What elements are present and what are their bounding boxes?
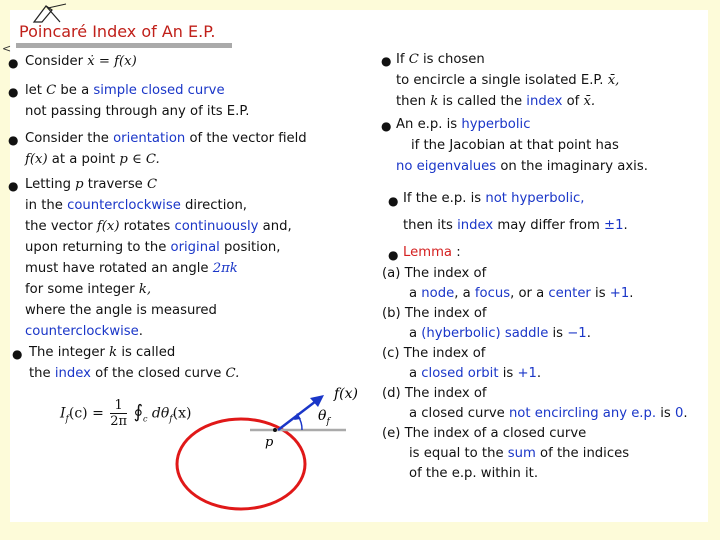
bullet-dot: ● (381, 119, 392, 133)
point-p (273, 428, 277, 432)
left-bullet-1: Consider ẋ = f(x) (25, 54, 137, 69)
bullet-dot: ● (12, 347, 23, 361)
right-bullet-2: An e.p. is hyperbolic if the Jacobian at that point has no eigenvalues on the imaginary axis. (396, 117, 648, 174)
slide-title: Poincaré Index of An E.P. (19, 22, 216, 41)
index-formula: $I_f(c)$ = $\frac{1}{2\pi}$ $∮_c$ $d\theta_f(x)$ (60, 398, 192, 429)
bullet-dot: ● (8, 56, 19, 70)
cursor-arrow-icon: < (2, 42, 12, 55)
closed-curve-figure (170, 378, 360, 518)
vector-label: f(x) (334, 386, 359, 402)
vector-arrow (278, 398, 320, 430)
right-lemma: Lemma : (403, 245, 461, 260)
bullet-dot: ● (381, 54, 392, 68)
bullet-dot: ● (8, 179, 19, 193)
bullet-dot: ● (8, 85, 19, 99)
point-label: p (265, 435, 274, 450)
compass-pen-icon (30, 2, 70, 24)
left-bullet-5: The integer k is called the index of the closed curve C. (29, 345, 240, 381)
lemma-items: (a) The index of a node, a focus, or a center is +1. (b) The index of a (hyberbolic) saddle is −1. (c) The index of a closed orbit is +1. (d) The index of a closed curve not encircling any e.p. is 0. (e) The index of a closed curve is equal to the sum of the indices of the e.p. within it. (382, 266, 688, 481)
bullet-dot: ● (388, 194, 399, 208)
left-bullet-2: let C be a simple closed curve not passing through any of its E.P. (25, 83, 250, 119)
right-bullet-3: If the e.p. is not hyperbolic, then its index may differ from ±1. (403, 191, 628, 233)
left-bullet-4: Letting p traverse C in the counterclockwise direction, the vector f(x) rotates continuously and, upon returning to the original position, must have rotated an angle 2πk for some integer k, where the angle is measured counterclockwise. (25, 177, 292, 339)
title-underline (16, 43, 232, 48)
closed-curve-c (177, 419, 305, 509)
bullet-dot: ● (8, 133, 19, 147)
right-bullet-1: If C is chosen to encircle a single isolated E.P. x̄, then k is called the index of x̄. (396, 52, 620, 109)
left-bullet-3: Consider the orientation of the vector field f(x) at a point p ∈ C. (25, 131, 307, 167)
angle-label: $\theta_f$ (318, 408, 330, 427)
bullet-dot: ● (388, 248, 399, 262)
